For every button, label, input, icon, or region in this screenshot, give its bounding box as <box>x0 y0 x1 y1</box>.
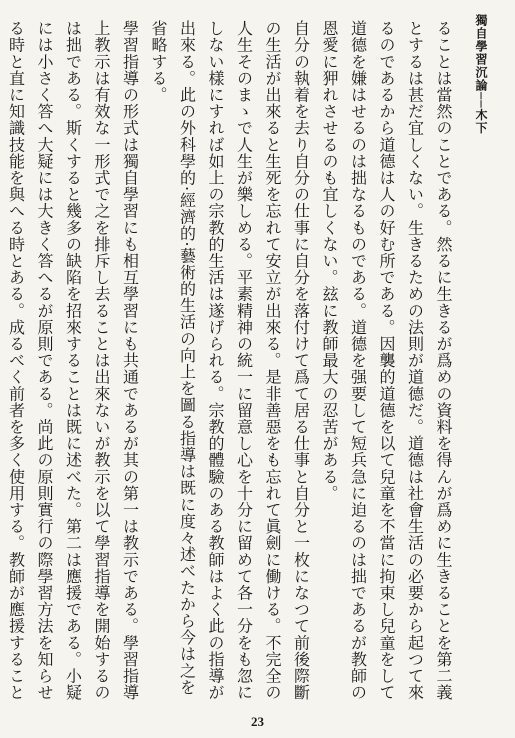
running-head: 獨自學習沉論──木下 <box>474 14 488 135</box>
paragraph: 學習指導の形式は獨自學習にも相互學習にも共通であるが其の第一は教示である。學習指導上教示は有效な一形式で之を排斥し去ることは出來ないが教示を以て學習指導を開始するのは拙である。斯くすると幾多の缺陷を招來することは既に述べた。第二は應援である。小疑には小さく答へ大疑には大きく答へるが原則である。尚此の原則實行の際學習方法を知らせる時と直に知識技能を與へる時とある。成るべく前者を多く使用する。教師が應援すること <box>6 20 140 701</box>
paragraph: 自分の執着を去り自分の仕事に自分を落付けて爲て居る仕事と自分と一枚になつて前後際斷の生活が出來ると生死を忘れて安立が出來る。是非善惡をも忘れて眞劍に働ける。不完全の人生そのまゝで人生が樂しめる。平素精神の統一に留意し心を十分に留めて各一分をも忽にしない樣にすれば如上の宗教的生活は遂げられる。宗教的體驗のある教師はよく此の指導が出來る。此の外科學的·經濟的·藝術的生活の向上を圖る指導は既に度々述べたから今は之を省略する。 <box>149 20 311 701</box>
page-number: 23 <box>251 714 264 729</box>
paragraph: ることは當然のことである。然るに生きるが爲めの資料を得んが爲めに生きることを第二義とするは甚だ宜しくない。生きるための法則が道德だ。道德は社會生活の必要から起つて來るのであるから道德は人の好む所である。因襲的道德を以て兒童を不當に拘束し兒童をして道德を嫌はせるのは拙なるものである。道德を强要して短兵急に迫るのは拙であるが教師の恩愛に狎れさせるのも宜しくない。玆に教師最大の忍苦がある。 <box>320 20 453 701</box>
body-text <box>6 20 457 710</box>
